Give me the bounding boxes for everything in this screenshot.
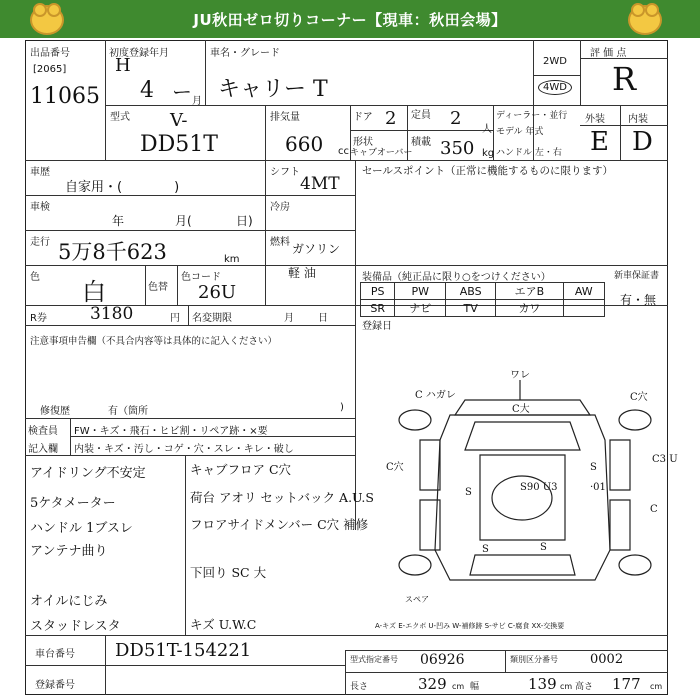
inspect-row: FW・キズ・飛石・ヒビ割・リペア跡・×要 [74, 426, 268, 437]
mascot-left-icon [30, 5, 64, 35]
mark-spare: スペア [405, 595, 429, 604]
lot-sub: [2065] [33, 64, 67, 75]
capacity-value: 2 [450, 108, 462, 129]
shift-label: シフト [270, 167, 300, 178]
mileage-value: 5万8千623 [58, 240, 167, 264]
shape-label: 形状 [353, 137, 373, 148]
history-value: 自家用・( ) [65, 180, 180, 195]
mark-front: C大 [512, 404, 530, 415]
model-label: 車名・グレード [210, 48, 280, 59]
mark-s1: S [465, 487, 472, 498]
drive-2wd-label: 2WD [543, 56, 567, 67]
length-label: 長さ [350, 682, 369, 692]
color-label: 色 [30, 272, 40, 283]
cooling-label: 冷房 [270, 202, 290, 213]
inspection-month: 月( [175, 214, 192, 228]
equipment-cell: エアB [496, 283, 563, 300]
recycle-unit: 円 [170, 313, 180, 324]
name-change-label: 名変期限 [192, 313, 232, 324]
interior-label: 内装 [628, 114, 648, 125]
damage-legend: A-キズ E-エクボ U-凹み W-補修跡 S-サビ C-腐食 XX-交換要 [375, 622, 565, 630]
mark-s4: S [482, 544, 489, 555]
load-label: 積載 [411, 137, 431, 148]
exterior-label: 外装 [585, 114, 605, 125]
capacity-label: 定員 [411, 110, 431, 121]
equipment-cell: PW [395, 283, 446, 300]
type-no: 06926 [420, 652, 465, 668]
name-change-month: 月 [284, 313, 294, 324]
displacement-label: 排気量 [270, 112, 300, 123]
fuel-label: 燃料 [270, 237, 290, 248]
equipment-cell: TV [446, 300, 496, 317]
type-label: 型式 [110, 112, 130, 123]
height-value: 177 [612, 675, 641, 693]
interior-grade: D [632, 127, 653, 157]
width-unit: cm [560, 682, 573, 691]
mark-left: C穴 [386, 462, 404, 473]
type-value: DD51T [140, 132, 218, 157]
length-value: 329 [418, 675, 447, 693]
remark-left-item: アイドリング不安定 [30, 466, 146, 481]
fuel-diesel: 軽 油 [288, 266, 316, 280]
mark-r1: C [650, 504, 658, 515]
notes-label: 注意事項申告欄（不具合内容等は具体的に記入ください） [30, 336, 278, 347]
shift-value: 4MT [300, 174, 340, 194]
remark-right-item: キズ U.W.C [190, 617, 257, 632]
model-value: キャリー T [218, 77, 328, 102]
color-value: 白 [82, 278, 106, 306]
doors-value: 2 [385, 108, 397, 129]
width-value: 139 [528, 675, 557, 693]
equipment-table [360, 282, 605, 317]
mileage-unit: km [224, 254, 240, 265]
equipment-cell: SR [361, 300, 395, 317]
mileage-label: 走行 [30, 237, 50, 248]
registration-month: 月 [192, 96, 202, 107]
length-unit: cm [452, 682, 465, 691]
reg-label: 登録番号 [35, 680, 75, 691]
load-value: 350 [440, 138, 475, 159]
category-no: 0002 [590, 652, 624, 667]
lot-number: 11065 [30, 84, 100, 109]
drive-4wd-circle: 4WD [538, 80, 572, 95]
type-no-label: 型式指定番号 [350, 655, 398, 664]
registration-label: 初度登録年月 [109, 48, 169, 59]
equipment-cell: ナビ [395, 300, 446, 317]
equipment-cell: AW [563, 283, 604, 300]
color-change-label: 色替 [148, 282, 168, 293]
registration-dash: ー [172, 80, 192, 104]
mark-right: C3 U [652, 454, 678, 465]
mascot-right-icon [628, 5, 662, 35]
exterior-grade: E [590, 127, 609, 157]
new-warranty-options: 有・無 [620, 293, 657, 307]
registration-era: H [115, 55, 131, 76]
capacity-unit: 人 [482, 124, 492, 135]
remark-right-item: 下回り SC 大 [190, 565, 267, 580]
history-label: 車歴 [30, 167, 50, 178]
mark-dot: ·01 [590, 482, 606, 493]
repair-label: 修復歴 [40, 406, 70, 417]
remark-right-item: キャブフロア C穴 [190, 462, 292, 477]
header-bar [0, 0, 700, 38]
height-unit: cm [650, 682, 663, 691]
remark-left-item: ハンドル 1ブスレ [30, 521, 133, 536]
remark-left-item: アンテナ曲り [30, 544, 108, 559]
type-prefix: V- [170, 110, 188, 131]
record-row: 内装・キズ・汚し・コゲ・穴・スレ・キレ・破し [74, 444, 294, 455]
doors-label: ドア [353, 112, 373, 123]
remark-left-item: オイルにじみ [30, 594, 108, 609]
recycle-value: 3180 [90, 304, 134, 324]
registration-year: 4 [140, 78, 154, 103]
recycle-label: R券 [30, 313, 47, 324]
equipment-cell: カワ [496, 300, 563, 317]
shape-value: キャブオーバー [350, 148, 413, 158]
mark-s3: S [540, 542, 547, 553]
repair-value: 有（箇所 [108, 406, 148, 417]
car-damage-diagram [380, 370, 678, 610]
new-warranty-label: 新車保証書 [614, 271, 660, 281]
category-label: 類別区分番号 [510, 655, 558, 664]
remark-left-item: 5ケタメーター [30, 496, 116, 511]
width-label: 幅 [470, 682, 480, 692]
mark-tr: C穴 [630, 392, 648, 403]
equipment-label: 装備品（純正品に限り○をつけください） [362, 272, 551, 283]
inspection-day: 日) [236, 214, 253, 228]
dealer-label: ディーラー・並行 [496, 111, 568, 121]
remark-right-item: フロアサイドメンバー C穴 補修 [190, 517, 369, 532]
inspection-label: 車検 [30, 202, 50, 213]
entry-date-label: 登録日 [362, 321, 392, 332]
color-code: 26U [198, 282, 237, 303]
dealer-handle: ハンドル 左・右 [496, 148, 562, 158]
displacement-unit: cc [338, 146, 349, 157]
sales-point-label: セールスポイント（正常に機能するものに限ります） [362, 165, 614, 177]
lot-label: 出品番号 [30, 48, 70, 59]
mark-s2: S [590, 462, 597, 473]
remark-left-item: スタッドレスタ [30, 619, 121, 634]
displacement-value: 660 [285, 132, 324, 156]
equipment-cell [563, 300, 604, 317]
inspection-year: 年 [112, 214, 125, 228]
header-title: JU秋田ゼロ切りコーナー【現車：秋田会場】 [193, 10, 507, 29]
color-code-label: 色コード [181, 272, 221, 283]
grade-label: 評 価 点 [590, 48, 627, 59]
mark-tl: C ハガレ [415, 390, 456, 401]
mark-top: ワレ [510, 370, 530, 381]
fuel-gas: ガソリン [292, 242, 341, 256]
remark-right-item: 荷台 アオリ セットバック A.U.S [190, 490, 374, 505]
name-change-day: 日 [318, 313, 328, 324]
chassis-value: DD51T-154221 [115, 640, 252, 661]
equipment-cell: ABS [446, 283, 496, 300]
record-label: 記入欄 [28, 444, 58, 455]
inspector-label: 検査員 [28, 426, 58, 437]
height-label: 高さ [575, 682, 594, 692]
grade-value: R [612, 60, 637, 98]
chassis-label: 車台番号 [35, 649, 75, 660]
mark-center: S90 U3 [520, 482, 558, 493]
load-unit: kg [482, 148, 495, 159]
dealer-model-year: モデル 年式 [496, 127, 544, 137]
equipment-cell: PS [361, 283, 395, 300]
